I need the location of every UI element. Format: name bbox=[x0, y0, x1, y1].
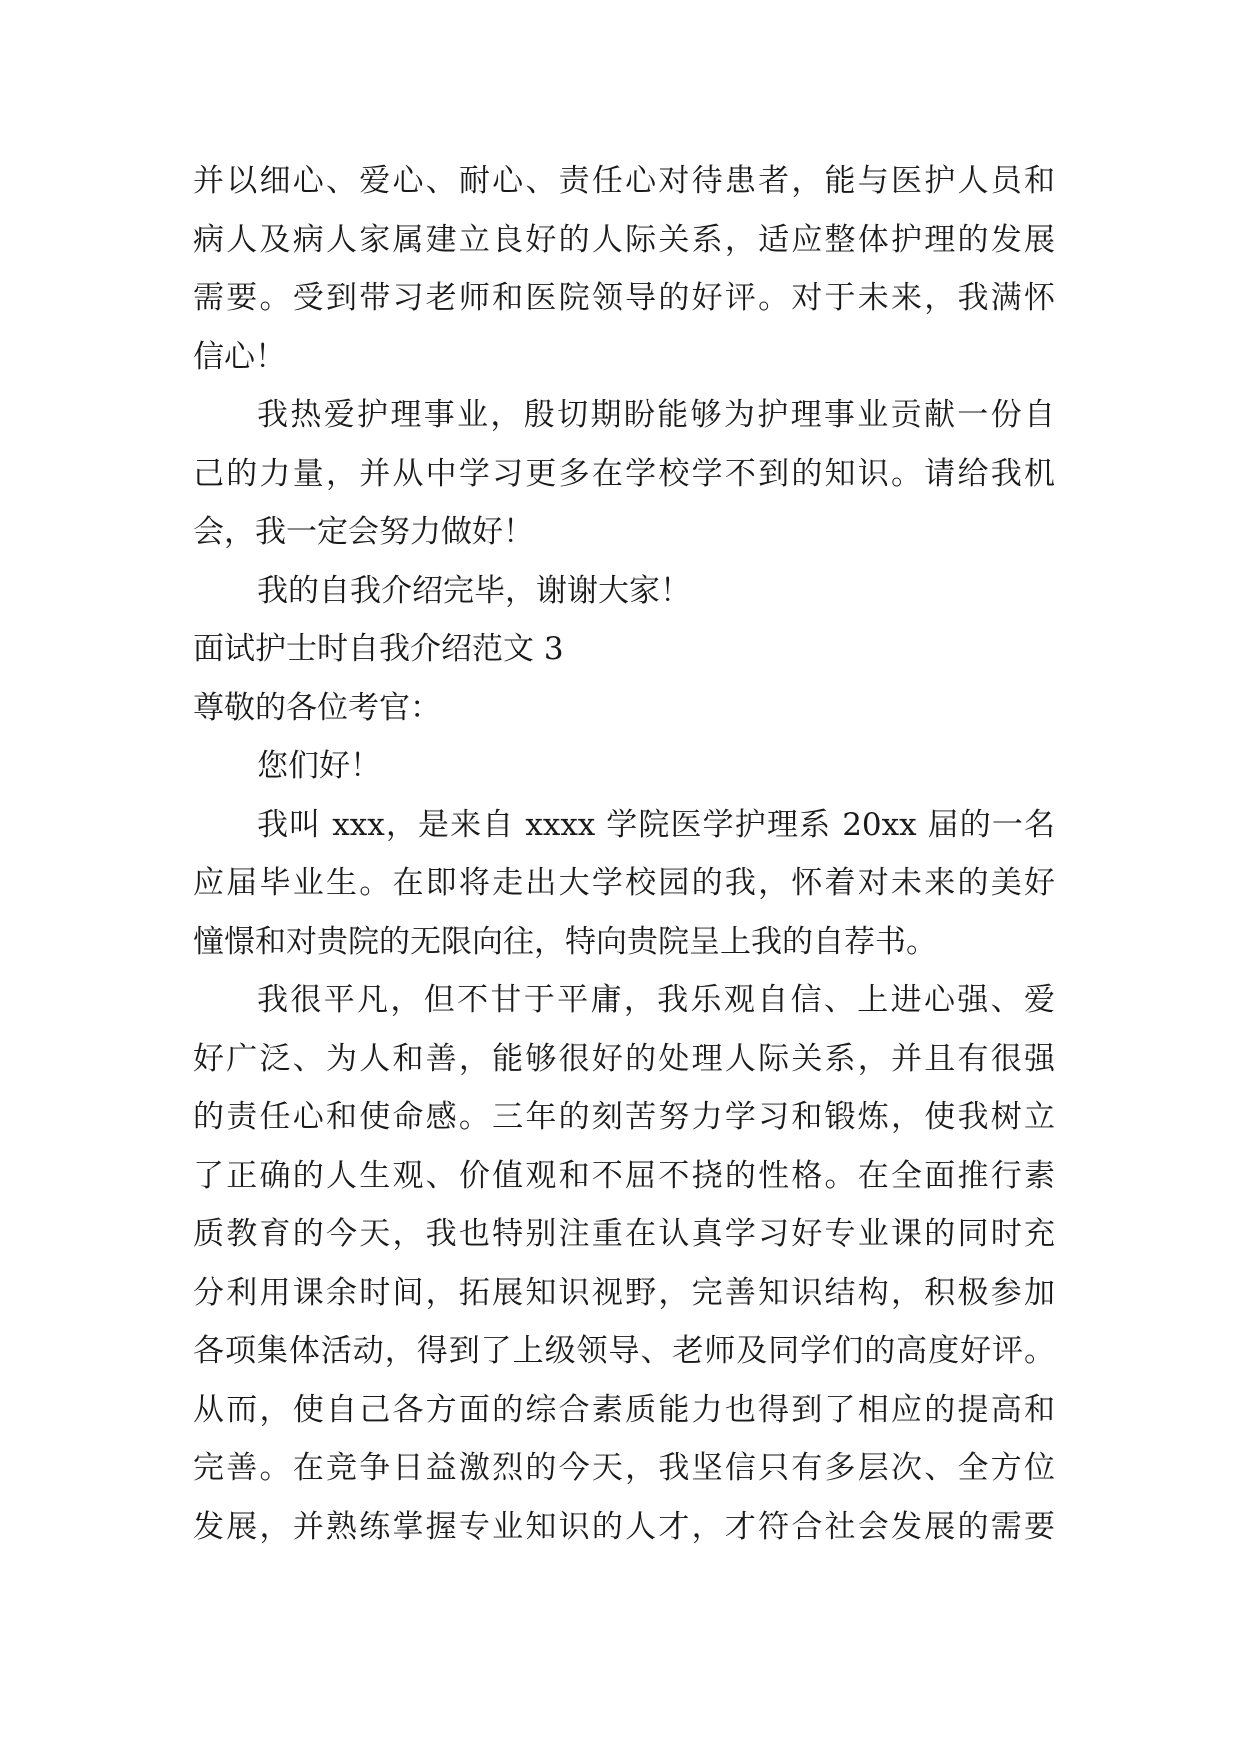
text-line: 发展，并熟练掌握专业知识的人才，才符合社会发展的需要 bbox=[193, 1508, 1055, 1545]
text-line: 完善。在竞争日益激烈的今天，我坚信只有多层次、全方位 bbox=[193, 1450, 1055, 1486]
text-line: 各项集体活动，得到了上级领导、老师及同学们的高度好评。 bbox=[193, 1333, 1055, 1369]
text-line: 病人及病人家属建立良好的人际关系，适应整体护理的发展 bbox=[193, 221, 1055, 258]
text-line: 应届毕业生。在即将走出大学校园的我，怀着对未来的美好 bbox=[193, 865, 1055, 901]
text-line: 分利用课余时间，拓展知识视野，完善知识结构，积极参加 bbox=[193, 1274, 1055, 1311]
salutation: 尊敬的各位考官： bbox=[193, 689, 441, 726]
paragraph-start-line: 我叫 xxx，是来自 xxxx 学院医学护理系 20xx 届的一名 bbox=[257, 806, 1055, 843]
section-heading: 面试护士时自我介绍范文 3 bbox=[193, 631, 564, 667]
text-line: 并以细心、爱心、耐心、责任心对待患者，能与医护人员和 bbox=[193, 163, 1055, 199]
text-line: 从而，使自己各方面的综合素质能力也得到了相应的提高和 bbox=[193, 1391, 1055, 1428]
text-line: 需要。受到带习老师和医院领导的好评。对于未来，我满怀 bbox=[193, 280, 1055, 316]
text-line: 质教育的今天，我也特别注重在认真学习好专业课的同时充 bbox=[193, 1216, 1055, 1252]
text-line: 的责任心和使命感。三年的刻苦努力学习和锻炼，使我树立 bbox=[193, 1099, 1055, 1135]
text-line: 信心！ bbox=[193, 338, 286, 375]
document-page bbox=[193, 152, 1055, 1556]
text-line: 好广泛、为人和善，能够很好的处理人际关系，并且有很强 bbox=[193, 1040, 1055, 1077]
paragraph-start-line: 我的自我介绍完毕，谢谢大家！ bbox=[257, 572, 691, 609]
text-line: 会，我一定会努力做好！ bbox=[193, 514, 534, 550]
text-line: 憧憬和对贵院的无限向往，特向贵院呈上我的自荐书。 bbox=[193, 923, 937, 960]
paragraph-start-line: 我热爱护理事业，殷切期盼能够为护理事业贡献一份自 bbox=[257, 397, 1055, 433]
paragraph-start-line: 我很平凡，但不甘于平庸，我乐观自信、上进心强、爱 bbox=[257, 982, 1055, 1018]
text-line: 己的力量，并从中学习更多在学校学不到的知识。请给我机 bbox=[193, 455, 1055, 492]
greeting: 您们好！ bbox=[257, 748, 381, 784]
text-line: 了正确的人生观、价值观和不屈不挠的性格。在全面推行素 bbox=[193, 1157, 1055, 1194]
